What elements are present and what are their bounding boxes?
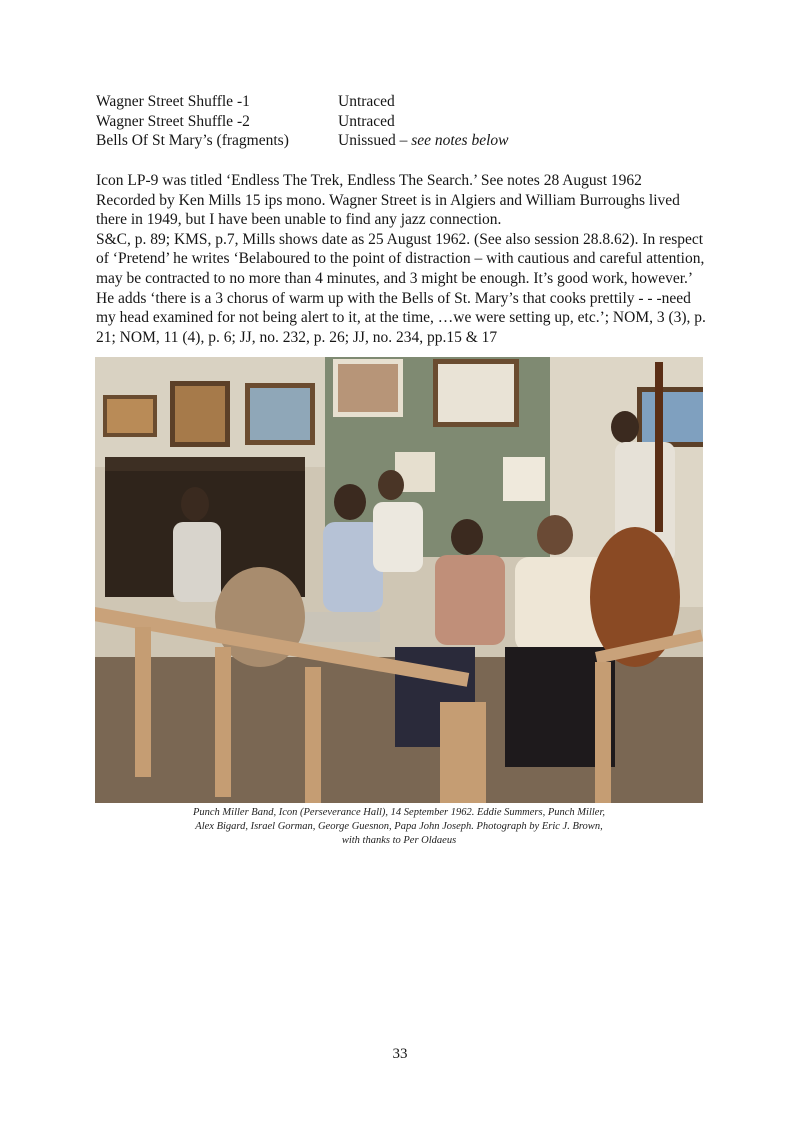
track-status: Untraced bbox=[338, 112, 395, 130]
track-row bbox=[96, 92, 509, 112]
caption-line-2: Alex Bigard, Israel Gorman, George Guesnon, Papa John Joseph. Photograph by Eric J. Brown, bbox=[195, 821, 603, 832]
caption-line-1: Punch Miller Band, Icon (Perseverance Hall), 14 September 1962. Eddie Summers, Punch Miller, bbox=[192, 807, 606, 818]
caption-line-3: with thanks to Per Oldaeus bbox=[341, 835, 457, 846]
track-title: Wagner Street Shuffle -2 bbox=[96, 112, 250, 130]
notes-paragraph-2: Recorded by Ken Mills 15 ips mono. Wagner Street is in Algiers and William Burroughs lived there in 1949, but I have been unable to find any jazz connection. bbox=[96, 191, 680, 229]
track-note: see notes below bbox=[411, 132, 509, 149]
track-title: Wagner Street Shuffle -1 bbox=[96, 93, 250, 110]
track-list bbox=[96, 92, 509, 151]
band-photograph bbox=[95, 357, 703, 803]
track-status: Unissued – see notes below bbox=[338, 132, 509, 149]
notes-paragraph-3: S&C, p. 89; KMS, p.7, Mills shows date as 25 August 1962. (See also session 28.8.62). In respect of ‘Pretend’ he writes ‘Belaboured to the point of distraction – with cautious and careful attention, may be contracted to no more than 4 minutes, and 3 might be enough. It’s good work, however.’ He adds ‘there is a 3 chorus of warm up with the Bells of St. Mary’s that cooks prettily - - -need my head examined for not being alert to it, at the time, …we were setting up, etc.’; NOM, 3 (3), p. 21; NOM, 11 (4), p. 6; JJ, no. 232, p. 26; JJ, no. 234, pp.15 & 17 bbox=[96, 230, 706, 346]
track-status: Untraced bbox=[338, 93, 395, 110]
session-notes bbox=[96, 171, 708, 347]
photo-caption bbox=[95, 806, 703, 848]
page-number: 33 bbox=[392, 1046, 408, 1062]
track-row bbox=[96, 131, 509, 151]
track-row bbox=[96, 112, 509, 132]
track-title: Bells Of St Mary’s (fragments) bbox=[96, 132, 289, 149]
notes-line-1: Icon LP-9 was titled ‘Endless The Trek, Endless The Search.’ See notes 28 August 1962 bbox=[96, 172, 642, 189]
